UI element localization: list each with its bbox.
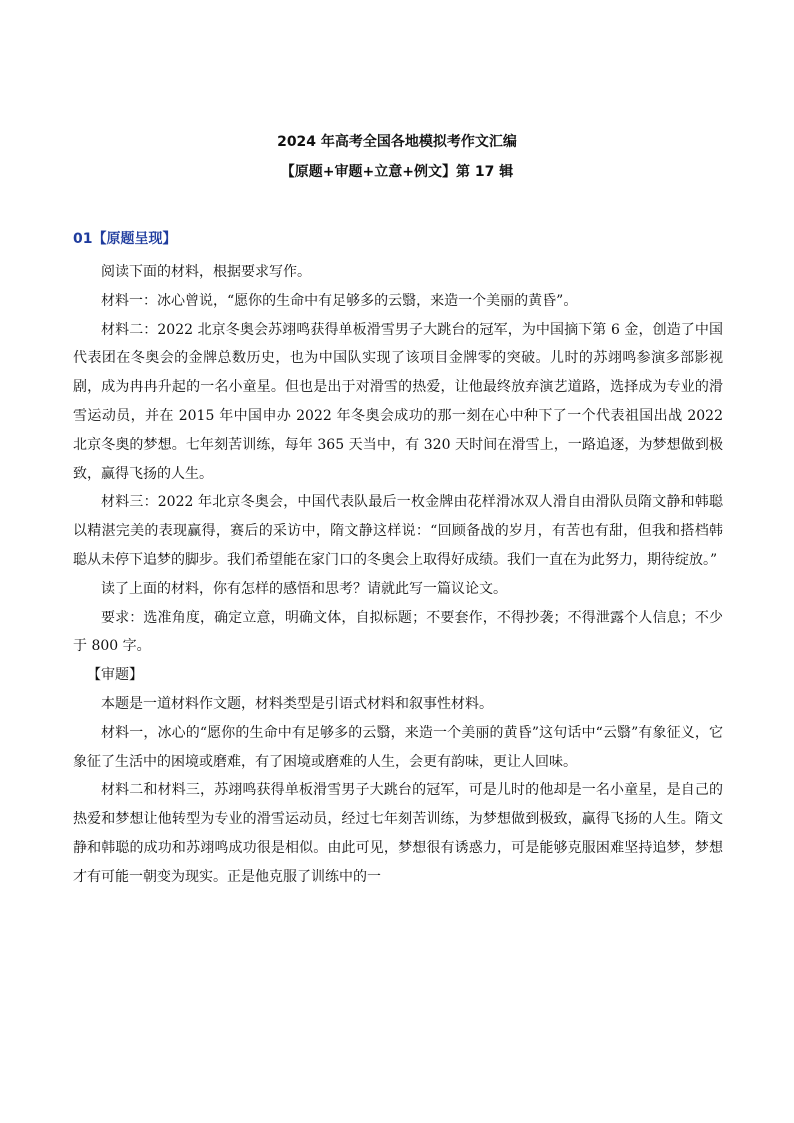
review-paragraph-3: 材料二和材料三，苏翊鸣获得单板滑雪男子大跳台的冠军，可是儿时的他却是一名小童星，是自己的热爱和梦想让他转型为专业的滑雪运动员，经过七年刻苦训练，为梦想做到极致，赢得飞扬的人生。隋文静和韩聪的成功和苏翊鸣成功很是相似。由此可见，梦想很有诱惑力，可是能够克服困难坚持追梦，梦想才有可能一朝变为现实。正是他克服了训练中的一 [73, 782, 723, 885]
paragraph-instruction: 阅读下面的材料，根据要求写作。 [101, 264, 311, 280]
review-heading: 【审题】 [87, 667, 143, 684]
paragraph-material-2: 材料二：2022 北京冬奥会苏翊鸣获得单板滑雪男子大跳台的冠军，为中国摘下第 6 金，创造了中国代表团在冬奥会的金牌总数历史，也为中国队实现了该项目金牌零的突破。儿时的苏翊鸣参演多部影视剧，成为冉冉升起的一名小童星。但也是出于对滑雪的热爱，让他最终放弃演艺道路，选择成为专业的滑雪运动员，并在 2015 年中国申办 2022 年冬奥会成功的那一刻在心中种下了一个代表祖国出战 2022 北京冬奥的梦想。七年刻苦训练，每年 365 天当中，有 320 天时间在滑雪上，一路追逐，为梦想做到极致，赢得飞扬的人生。 [73, 321, 723, 482]
paragraph-requirements: 要求：选准角度，确定立意，明确文体，自拟标题；不要套作，不得抄袭；不得泄露个人信息；不少于 800 字。 [73, 609, 723, 655]
document-subtitle: 【原题+审题+立意+例文】第 17 辑 [280, 164, 514, 180]
paragraph-material-3: 材料三：2022 年北京冬奥会，中国代表队最后一枚金牌由花样滑冰双人滑自由滑队员隋文静和韩聪以精湛完美的表现赢得，赛后的采访中，隋文静这样说：“回顾备战的岁月，有苦也有甜，但我和搭档韩聪从未停下追梦的脚步。我们希望能在家门口的冬奥会上取得好成绩。我们一直在为此努力，期待绽放。” [73, 494, 723, 568]
document-body [73, 258, 723, 892]
paragraph-material-1: 材料一：冰心曾说，“愿你的生命中有足够多的云翳，来造一个美丽的黄昏”。 [101, 292, 578, 309]
review-paragraph-2: 材料一，冰心的“愿你的生命中有足够多的云翳，来造一个美丽的黄昏”这句话中“云翳”有象征义，它象征了生活中的困境或磨难，有了困境或磨难的人生，会更有韵味，更让人回味。 [73, 724, 723, 770]
section-heading: 01【原题呈现】 [73, 231, 177, 247]
document-title: 2024 年高考全国各地模拟考作文汇编 [277, 134, 517, 150]
paragraph-prompt: 读了上面的材料，你有怎样的感悟和思考？请就此写一篇议论文。 [101, 580, 507, 597]
review-paragraph-1: 本题是一道材料作文题，材料类型是引语式材料和叙事性材料。 [101, 695, 493, 712]
